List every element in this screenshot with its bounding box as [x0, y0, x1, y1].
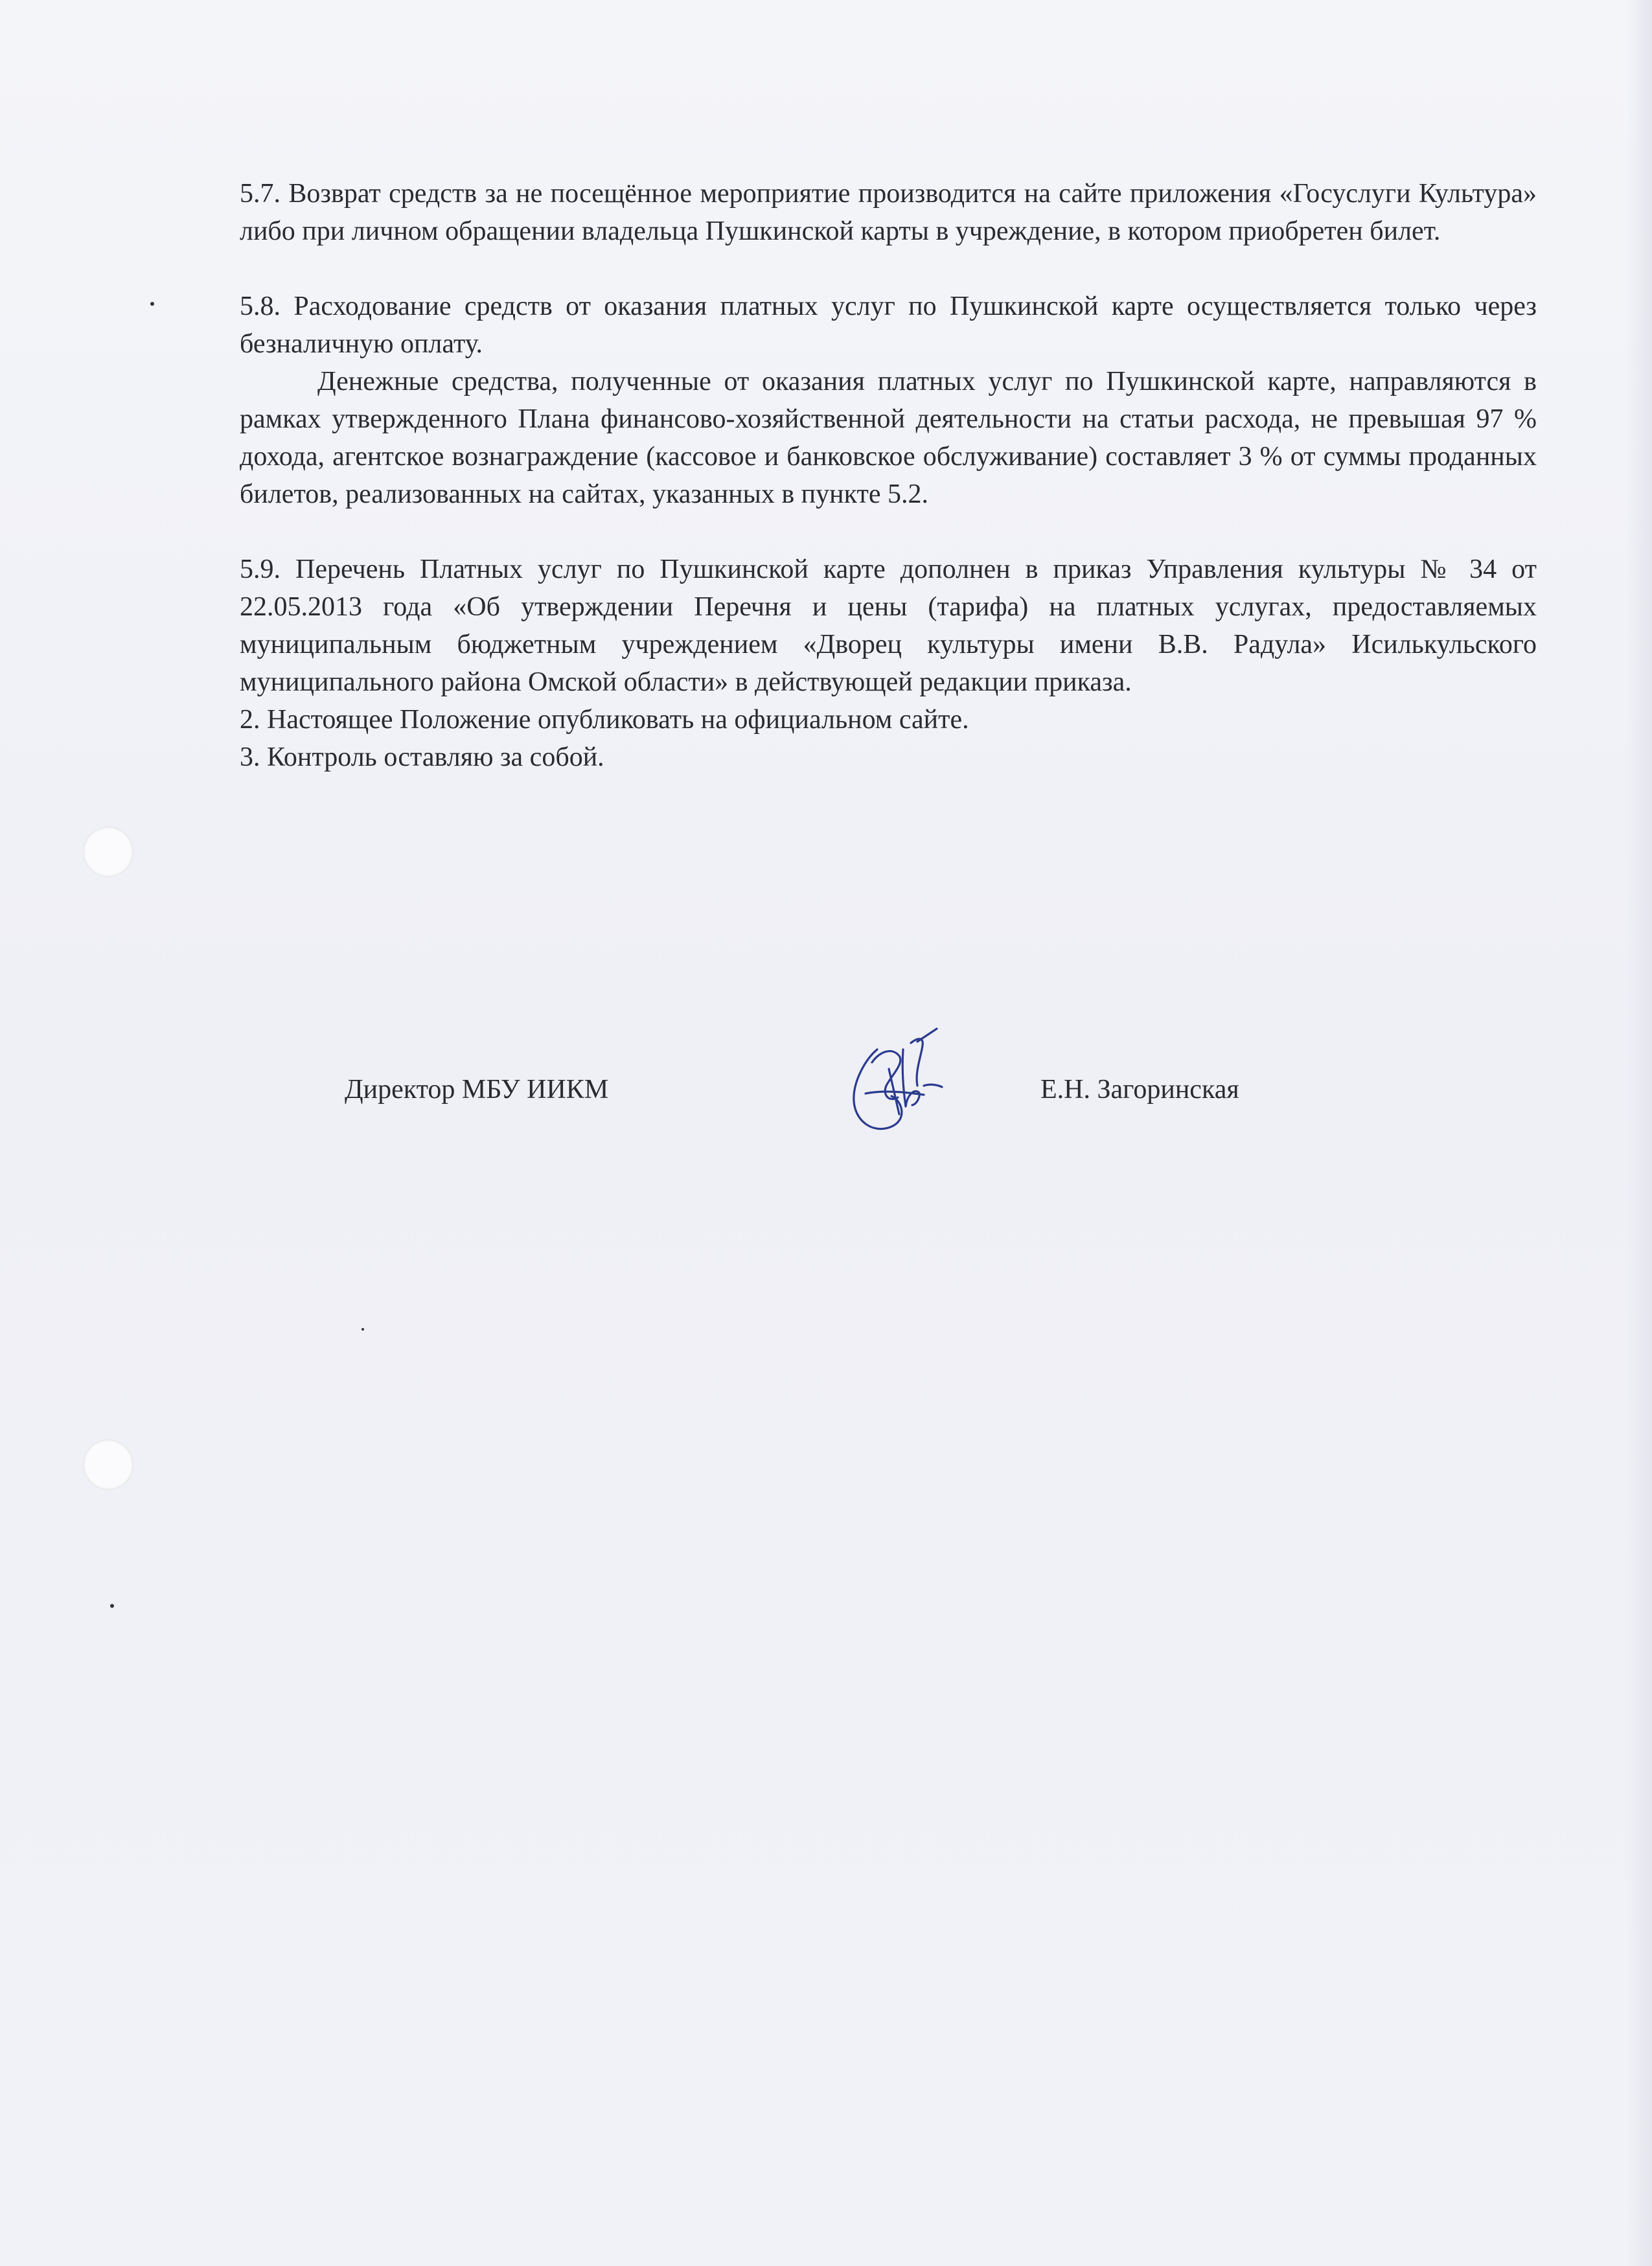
punch-hole	[83, 1439, 133, 1490]
scan-speck	[361, 1328, 364, 1331]
paragraph-5-7: 5.7. Возврат средств за не посещённое мероприятие производится на сайте приложения «Госуслуги Культура» либо при личном обращении владельца Пушкинской карты в учреждение, в котором приобретен билет.	[240, 179, 1537, 246]
closing-item-3: 3. Контроль оставляю за собой.	[240, 742, 604, 772]
paragraph-funds: Денежные средства, полученные от оказания платных услуг по Пушкинской карте, направляются в рамках утвержденного Плана финансово-хозяйственной деятельности на статьи расхода, не превышая 97 % дохода, агентское вознаграждение (кассовое и банковское обслуживание) составляет 3 % от суммы проданных билетов, реализованных на сайтах, указанных в пункте 5.2.	[240, 367, 1537, 509]
scan-speck	[150, 302, 154, 306]
signature-block	[0, 1049, 1652, 1140]
closing-item-2: 2. Настоящее Положение опубликовать на официальном сайте.	[240, 705, 969, 735]
paragraph-5-9: 5.9. Перечень Платных услуг по Пушкинской карте дополнен в приказ Управления культуры № 34 от 22.05.2013 года «Об утверждении Перечня и цены (тарифа) на платных услугах, предоставляемых муниципальным бюджетным учреждением «Дворец культуры имени В.В. Радула» Исилькульского муниципального района Омской области» в действующей редакции приказа.	[240, 555, 1537, 697]
scan-speck	[110, 1604, 114, 1608]
handwritten-signature-icon	[827, 1024, 950, 1147]
punch-hole	[83, 827, 133, 877]
paragraph-5-8: 5.8. Расходование средств от оказания платных услуг по Пушкинской карте осуществляется только через безналичную оплату.	[240, 292, 1537, 359]
signer-role: Директор МБУ ИИКМ	[345, 1075, 609, 1104]
document-body	[240, 175, 1537, 776]
signer-name: Е.Н. Загоринская	[1040, 1075, 1239, 1104]
